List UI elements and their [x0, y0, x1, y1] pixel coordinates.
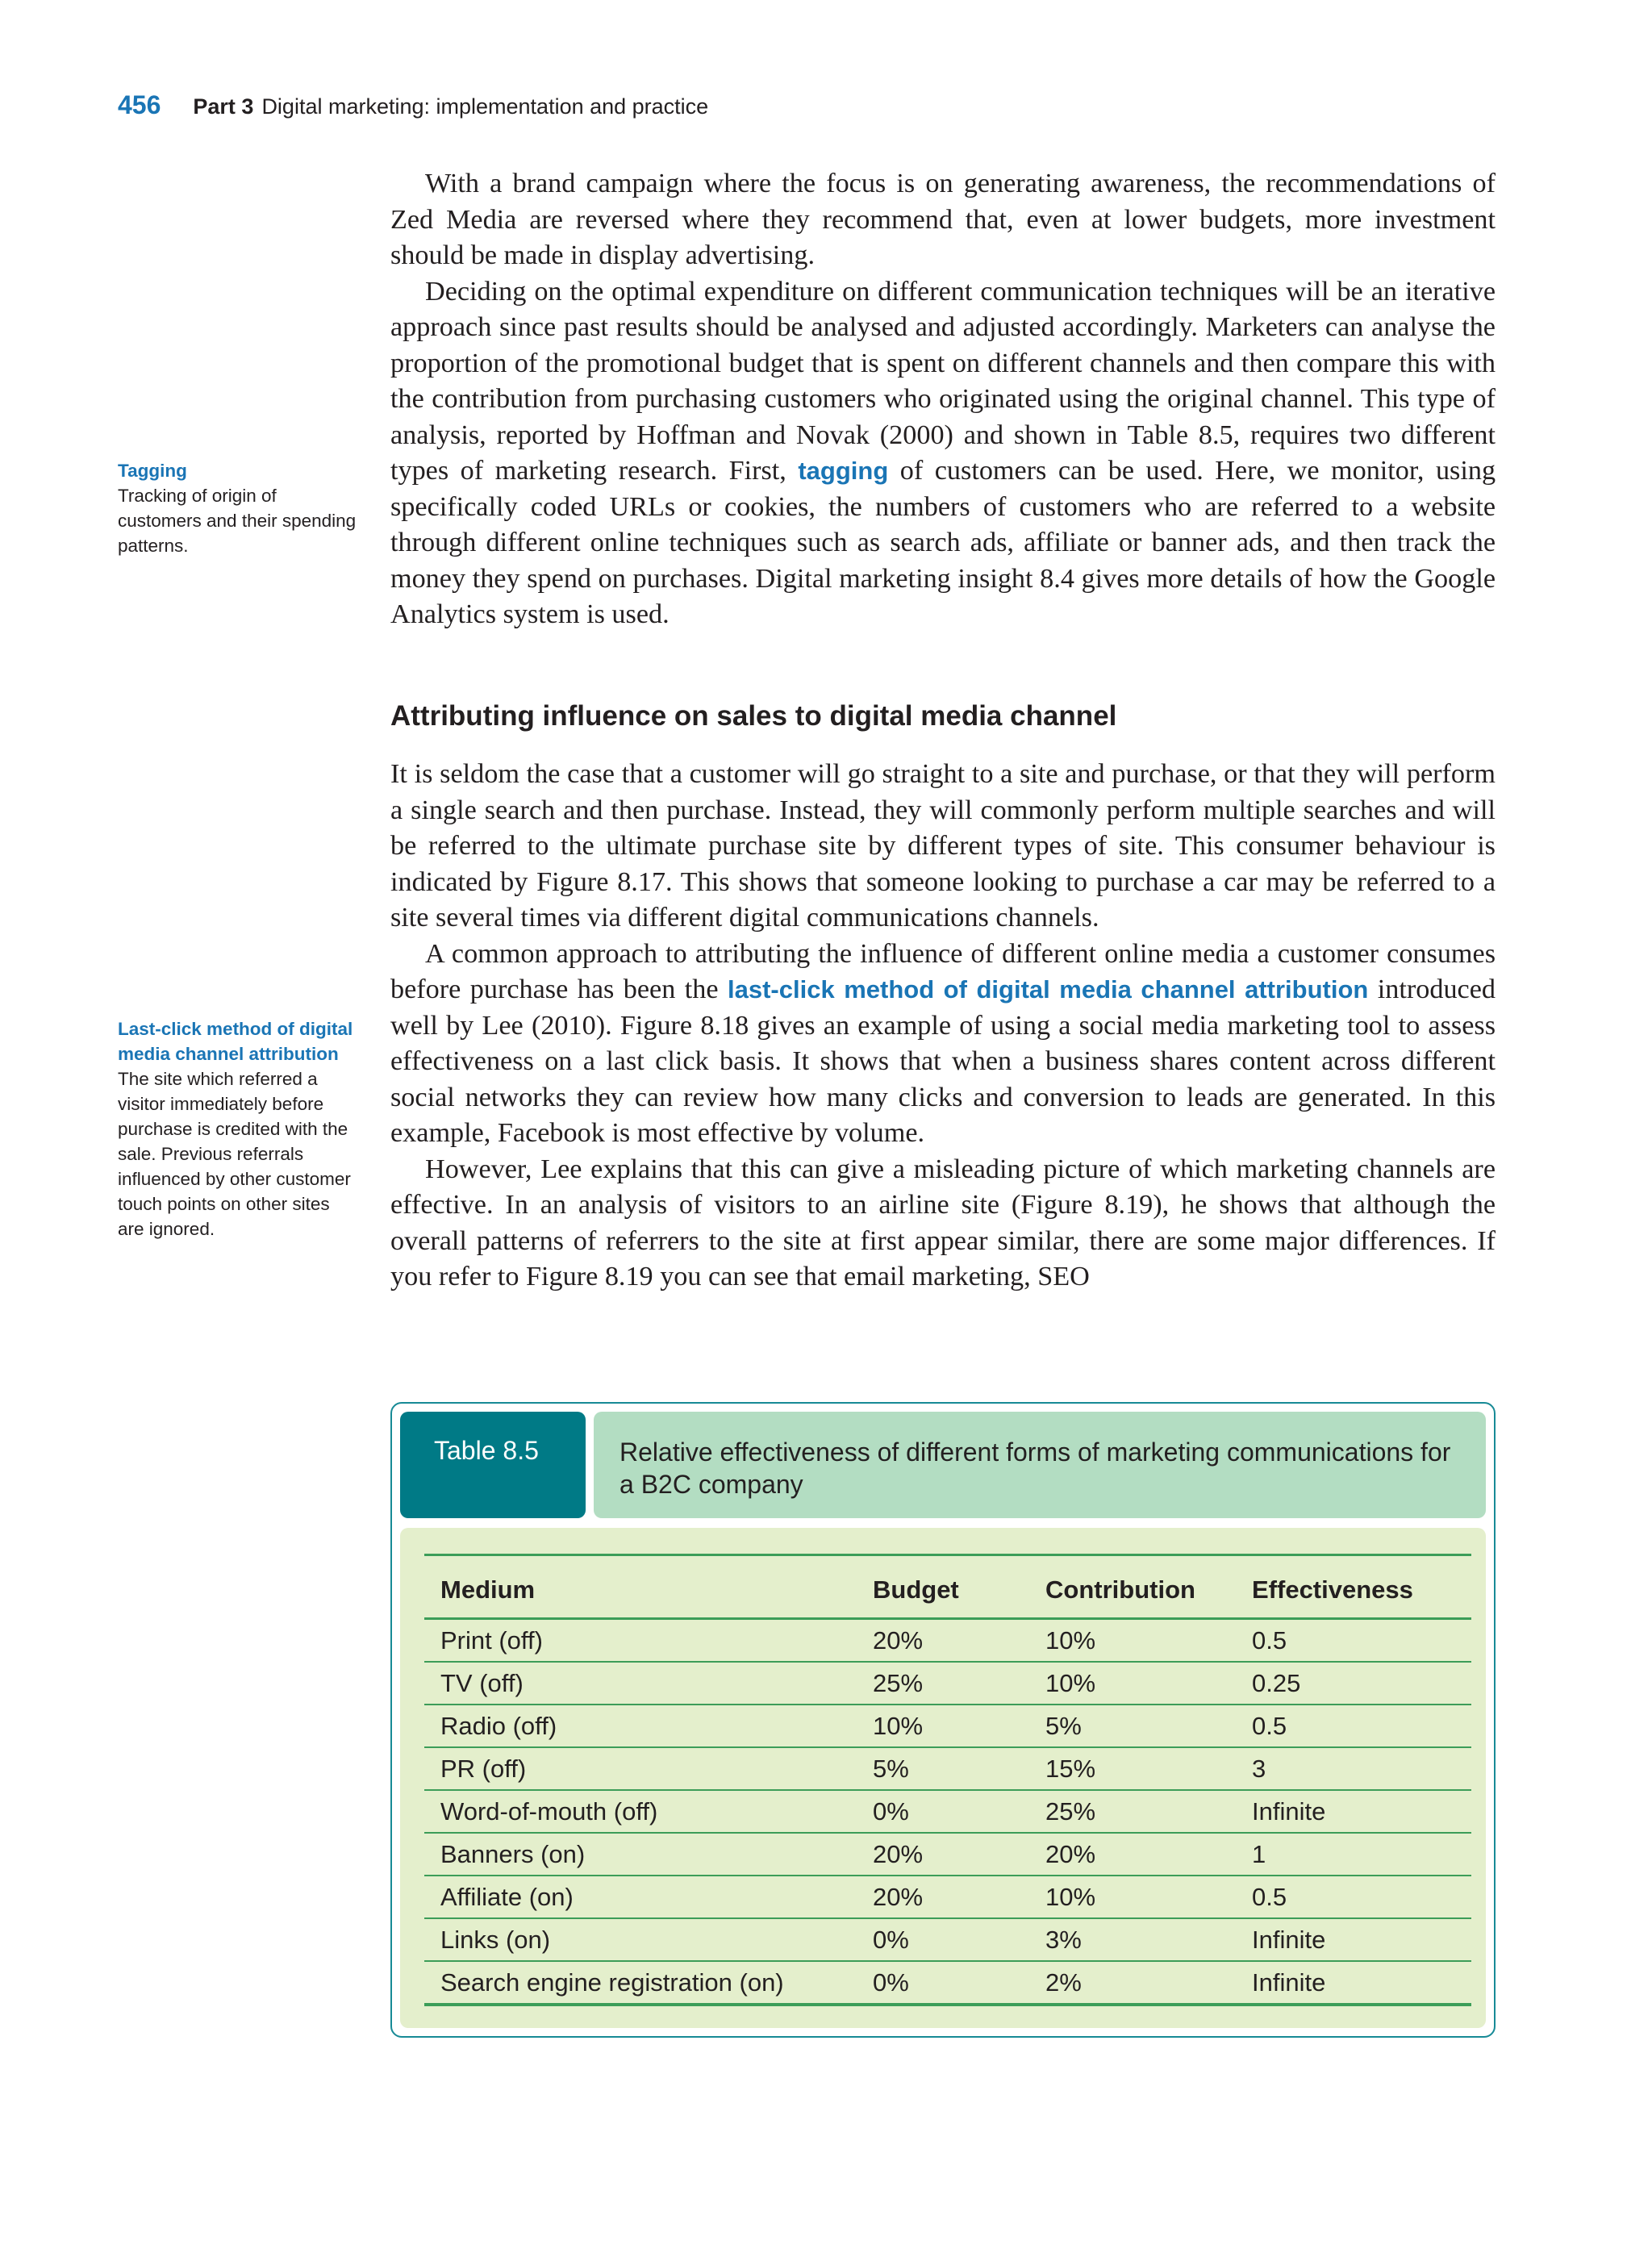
margin-note-last-click: [118, 1016, 353, 1241]
table-cell: 20%: [873, 1833, 1045, 1876]
paragraph: With a brand campaign where the focus is on generating awareness, the recommendations of Zed Media are reversed where they recommend that, even at lower budgets, more investment should be made in display advertising.: [390, 169, 1496, 270]
column-header: Contribution: [1045, 1555, 1252, 1619]
table-cell: Print (off): [424, 1619, 873, 1663]
table-row: [424, 1747, 1471, 1790]
paragraph: It is seldom the case that a customer will go straight to a site and purchase, or that they will perform a single search and then purchase. Instead, they will commonly perform multiple searches and will be referred to the ultimate purchase site by different types of site. This consumer behaviour is indicated by Figure 8.17. This shows that someone looking to purchase a car may be referred to a site several times via different digital communications channels.: [390, 759, 1496, 933]
intro-text: [390, 166, 1496, 633]
keyword-tagging: tagging: [798, 457, 889, 485]
table-row: [424, 1876, 1471, 1918]
paragraph-text: of customers can be used. Here, we monitor, using specifically coded URLs or cookies, the numbers of customers who are referred to a website through different online techniques such as search ads, affiliate or banner ads, and then track the money they spend on purchases. Digital marketing insight 8.4 gives more details of how the Google Analytics system is used.: [390, 456, 1496, 629]
table-cell: 0%: [873, 1790, 1045, 1833]
table-row: [424, 1662, 1471, 1705]
table-cell: 20%: [1045, 1833, 1252, 1876]
table-cell: 25%: [1045, 1790, 1252, 1833]
table-cell: 20%: [873, 1876, 1045, 1918]
column-header: Medium: [424, 1555, 873, 1619]
table-row: [424, 1705, 1471, 1747]
table-cell: 0.25: [1252, 1662, 1471, 1705]
table-cell: TV (off): [424, 1662, 873, 1705]
running-head: [118, 90, 708, 120]
table-cell: 3%: [1045, 1918, 1252, 1961]
data-table: [424, 1554, 1471, 2006]
table-cell: 0%: [873, 1918, 1045, 1961]
paragraph-text: introduced well by Lee (2010). Figure 8.18 gives an example of using a social media marketing tool to assess effectiveness on a last click basis. It shows that when a business shares content across different social networks they can review how many clicks and conversion to leads are generated. In this example, Facebook is most effective by volume.: [390, 974, 1496, 1148]
table-panel: [400, 1528, 1486, 2028]
table-header-row: [424, 1555, 1471, 1619]
table-cell: 20%: [873, 1619, 1045, 1663]
table-row: [424, 1790, 1471, 1833]
page-number: 456: [118, 90, 161, 119]
paragraph: [390, 937, 1496, 1152]
section-heading: Attributing influence on sales to digital media channel: [390, 700, 1117, 732]
section-text: [390, 757, 1496, 1296]
table-cell: 5%: [873, 1747, 1045, 1790]
table-cell: 3: [1252, 1747, 1471, 1790]
table-cell: 25%: [873, 1662, 1045, 1705]
margin-note-definition: Tracking of origin of customers and their spending patterns.: [118, 486, 357, 556]
table-cell: 0.5: [1252, 1876, 1471, 1918]
paragraph: However, Lee explains that this can give a misleading picture of which marketing channels are effective. In an analysis of visitors to an airline site (Figure 8.19), he shows that although the overall patterns of referrers to the site at first appear similar, there are some major differences. If you refer to Figure 8.19 you can see that email marketing, SEO: [390, 1154, 1496, 1292]
paragraph-text: A common approach to attributing the influence of different online media a customer consumes before purchase has been the: [390, 938, 1496, 1004]
table-cell: Infinite: [1252, 1790, 1471, 1833]
table-cell: Word-of-mouth (off): [424, 1790, 873, 1833]
paragraph: [390, 274, 1496, 633]
table-label: Table 8.5: [400, 1412, 586, 1518]
table-cell: 2%: [1045, 1961, 1252, 2005]
table-cell: 0%: [873, 1961, 1045, 2005]
table-cell: 10%: [1045, 1876, 1252, 1918]
margin-note-term: Tagging: [118, 461, 187, 481]
part-label: Part 3: [193, 94, 254, 119]
table-cell: 0.5: [1252, 1705, 1471, 1747]
table-cell: 10%: [873, 1705, 1045, 1747]
table-cell: Links (on): [424, 1918, 873, 1961]
table-cell: 0.5: [1252, 1619, 1471, 1663]
table-row: [424, 1961, 1471, 2005]
table-cell: PR (off): [424, 1747, 873, 1790]
table-row: [424, 1918, 1471, 1961]
keyword-last-click: last-click method of digital media channel attribution: [728, 975, 1369, 1004]
margin-note-tagging: [118, 458, 360, 558]
paragraph-text: Deciding on the optimal expenditure on different communication techniques will be an iterative approach since past results should be analysed and adjusted accordingly. Marketers can analyse the proportion of the promotional budget that is spent on different channels and then compare this with the contribution from purchasing customers who originated using the original channel. This type of analysis, reported by Hoffman and Novak (2000) and shown in Table 8.5, requires two different types of marketing research. First,: [390, 276, 1496, 486]
table-cell: Search engine registration (on): [424, 1961, 873, 2005]
table-cell: Infinite: [1252, 1918, 1471, 1961]
table-cell: 5%: [1045, 1705, 1252, 1747]
table-cell: Affiliate (on): [424, 1876, 873, 1918]
table-cell: 10%: [1045, 1619, 1252, 1663]
table-cell: 1: [1252, 1833, 1471, 1876]
table-cell: Radio (off): [424, 1705, 873, 1747]
table-box: [390, 1402, 1496, 2038]
table-row: [424, 1619, 1471, 1663]
table-cell: 10%: [1045, 1662, 1252, 1705]
part-title: Digital marketing: implementation and practice: [261, 94, 709, 119]
table-cell: Infinite: [1252, 1961, 1471, 2005]
column-header: Budget: [873, 1555, 1045, 1619]
margin-note-term: Last-click method of digital media channel attribution: [118, 1019, 353, 1064]
table-row: [424, 1833, 1471, 1876]
margin-note-definition: The site which referred a visitor immediately before purchase is credited with the sale. Previous referrals influenced by other customer touch points on other sites are ignored.: [118, 1069, 351, 1239]
table-cell: Banners (on): [424, 1833, 873, 1876]
table-cell: 15%: [1045, 1747, 1252, 1790]
column-header: Effectiveness: [1252, 1555, 1471, 1619]
table-caption: Relative effectiveness of different forms of marketing communications for a B2C company: [594, 1412, 1486, 1518]
